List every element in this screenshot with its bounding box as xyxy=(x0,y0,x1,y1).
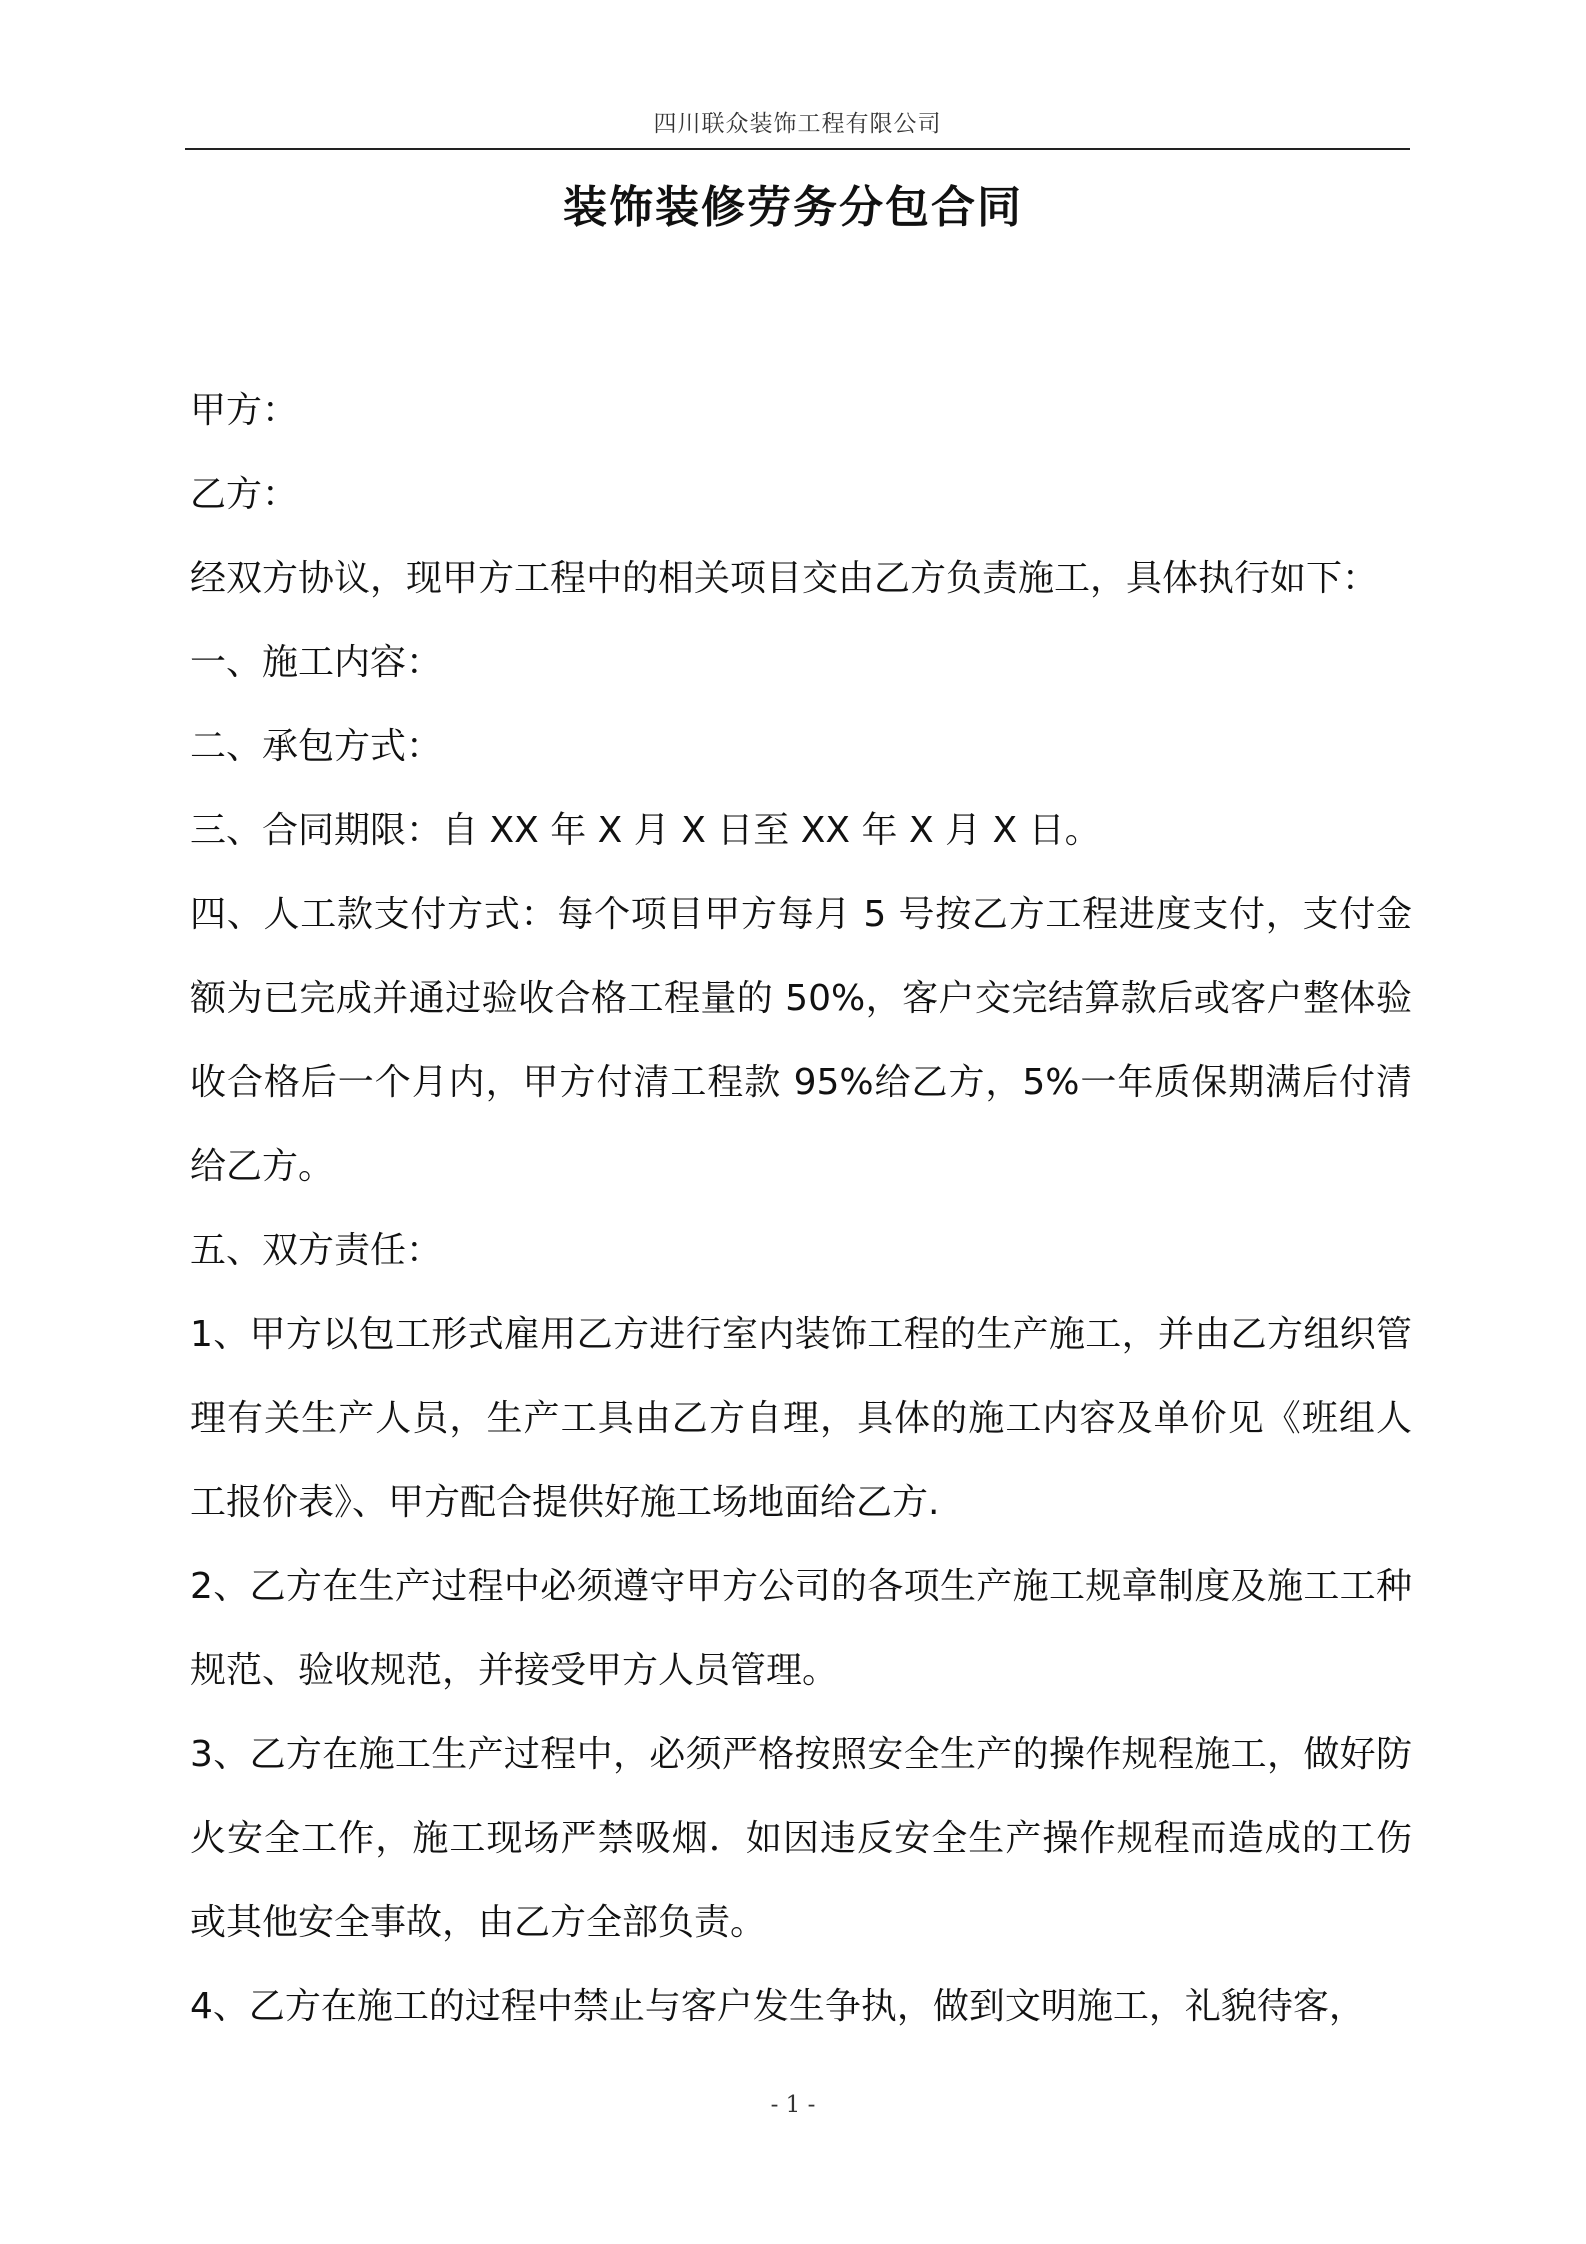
section-2-contracting-method: 二、承包方式： xyxy=(190,726,443,767)
page-number: - 1 - xyxy=(770,2092,816,2118)
party-b-line: 乙方： xyxy=(190,474,299,515)
responsibility-item-3: 3、乙方在施工生产过程中，必须严格按照安全生产的操作规程施工，做好防火安全工作，施工现场严禁吸烟．如因违反安全生产操作规程而造成的工伤或其他安全事故，由乙方全部负责。 xyxy=(190,1734,1412,1943)
page-header xyxy=(185,108,1410,150)
document-body xyxy=(190,369,1412,2049)
section-4-payment-method: 四、人工款支付方式：每个项目甲方每月 5 号按乙方工程进度支付，支付金额为已完成并通过验收合格工程量的 50%，客户交完结算款后或客户整体验收合格后一个月内，甲方付清工程款 95%给乙方，5%一年质保期满后付清给乙方。 xyxy=(190,894,1412,1187)
responsibility-item-2: 2、乙方在生产过程中必须遵守甲方公司的各项生产施工规章制度及施工工种规范、验收规范，并接受甲方人员管理。 xyxy=(190,1566,1412,1691)
intro-paragraph: 经双方协议，现甲方工程中的相关项目交由乙方负责施工，具体执行如下： xyxy=(190,558,1379,599)
section-5-responsibilities: 五、双方责任： xyxy=(190,1230,443,1271)
responsibility-item-1: 1、甲方以包工形式雇用乙方进行室内装饰工程的生产施工，并由乙方组织管理有关生产人员，生产工具由乙方自理，具体的施工内容及单价见《班组人工报价表》、甲方配合提供好施工场地面给乙方. xyxy=(190,1314,1412,1523)
party-a-line: 甲方： xyxy=(190,390,299,431)
section-3-contract-period: 三、合同期限：自 XX 年 X 月 X 日至 XX 年 X 月 X 日。 xyxy=(190,810,1101,851)
document-title: 装饰装修劳务分包合同 xyxy=(563,182,1023,233)
responsibility-item-4: 4、乙方在施工的过程中禁止与客户发生争执，做到文明施工，礼貌待客， xyxy=(190,1986,1365,2027)
section-1-construction-content: 一、施工内容： xyxy=(190,642,443,683)
header-company-name: 四川联众装饰工程有限公司 xyxy=(653,111,942,137)
